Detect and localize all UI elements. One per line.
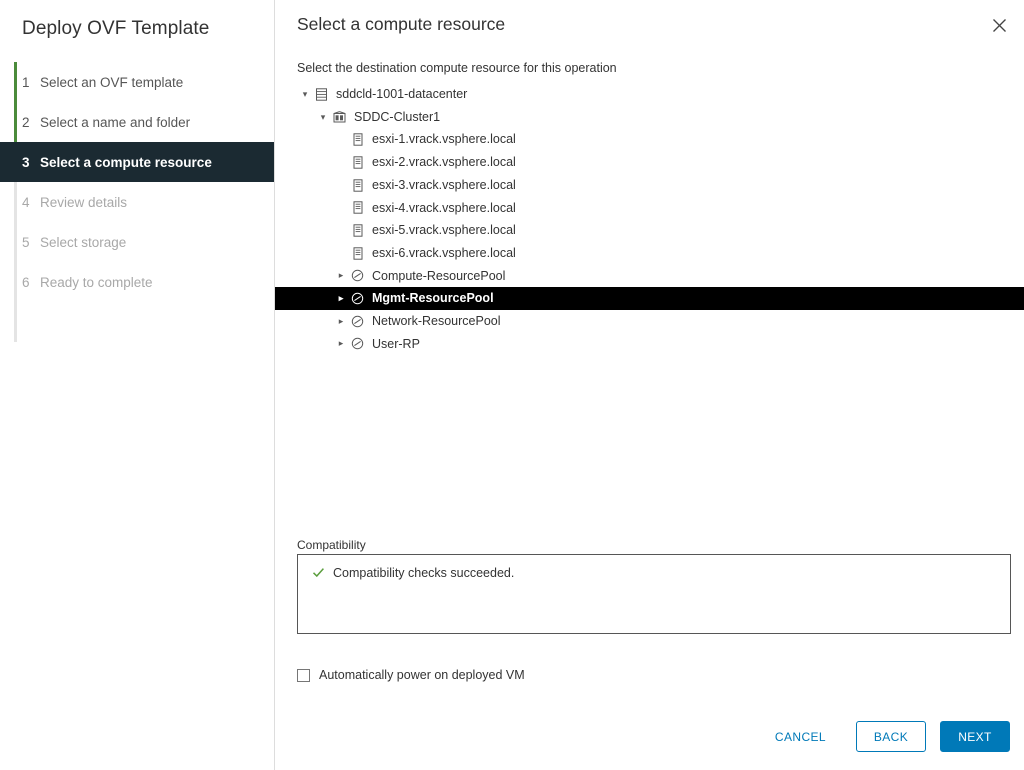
tree-item-label: esxi-6.vrack.vsphere.local (372, 245, 516, 260)
tree-item-network-resourcepool[interactable] (297, 310, 1010, 333)
resource-pool-icon (349, 292, 366, 305)
tree-item-label: esxi-4.vrack.vsphere.local (372, 200, 516, 215)
tree-item-label: sddcld-1001-datacenter (336, 87, 468, 102)
chevron-down-icon[interactable]: ▾ (302, 88, 308, 99)
compatibility-panel (297, 554, 1011, 634)
tree-item-label: Network-ResourcePool (372, 313, 501, 328)
wizard-step-4-number: 4 (22, 194, 30, 210)
tree-item-mgmt-resourcepool[interactable] (275, 287, 1024, 310)
resource-pool-icon (349, 269, 366, 282)
wizard-step-1-number: 1 (22, 74, 30, 90)
tree-item-datacenter[interactable] (297, 83, 1010, 106)
auto-power-on-row[interactable] (297, 668, 525, 682)
page-subtitle: Select the destination compute resource for this operation (297, 61, 617, 75)
chevron-right-icon[interactable]: ▸ (338, 338, 344, 349)
host-icon (349, 224, 366, 237)
host-icon (349, 201, 366, 214)
tree-item-user-rp[interactable] (297, 333, 1010, 356)
tree-item-host-esxi-3[interactable] (297, 174, 1010, 197)
wizard-step-5[interactable] (0, 222, 274, 262)
tree-item-cluster[interactable] (297, 106, 1010, 129)
compatibility-label: Compatibility (297, 538, 366, 552)
host-icon (349, 179, 366, 192)
wizard-step-3-label: Select a compute resource (40, 154, 212, 170)
wizard-step-2[interactable] (0, 102, 274, 142)
host-icon (349, 156, 366, 169)
next-button[interactable]: NEXT (940, 721, 1010, 752)
resource-pool-icon (349, 337, 366, 350)
wizard-title: Deploy OVF Template (22, 18, 210, 39)
cancel-button[interactable]: CANCEL (774, 729, 826, 744)
wizard-step-6-number: 6 (22, 274, 30, 290)
tree-item-host-esxi-6[interactable] (297, 242, 1010, 265)
check-icon (310, 566, 326, 579)
tree-item-host-esxi-1[interactable] (297, 128, 1010, 151)
tree-item-host-esxi-5[interactable] (297, 219, 1010, 242)
wizard-step-3[interactable] (0, 142, 274, 182)
tree-item-host-esxi-2[interactable] (297, 151, 1010, 174)
wizard-steps (0, 62, 274, 302)
wizard-step-4[interactable] (0, 182, 274, 222)
close-icon[interactable] (988, 14, 1010, 36)
resource-pool-icon (349, 315, 366, 328)
wizard-step-2-label: Select a name and folder (40, 114, 191, 130)
cluster-icon (331, 111, 348, 124)
auto-power-on-checkbox[interactable] (297, 669, 310, 682)
back-button[interactable]: BACK (856, 721, 926, 752)
tree-item-label: esxi-2.vrack.vsphere.local (372, 155, 516, 170)
host-icon (349, 133, 366, 146)
compatibility-message: Compatibility checks succeeded. (333, 566, 515, 580)
datacenter-icon (313, 88, 330, 101)
host-icon (349, 247, 366, 260)
wizard-step-6-label: Ready to complete (40, 274, 153, 290)
tree-item-label: Mgmt-ResourcePool (372, 291, 494, 306)
chevron-right-icon[interactable]: ▸ (338, 270, 344, 281)
page-title: Select a compute resource (297, 14, 506, 34)
tree-item-label: esxi-3.vrack.vsphere.local (372, 177, 516, 192)
tree-item-label: esxi-5.vrack.vsphere.local (372, 223, 516, 238)
wizard-content (275, 0, 1024, 770)
wizard-footer (759, 721, 1010, 752)
compute-resource-tree (275, 83, 1024, 355)
wizard-step-2-number: 2 (22, 114, 30, 130)
wizard-sidebar (0, 0, 275, 770)
tree-item-label: SDDC-Cluster1 (354, 109, 441, 124)
wizard-step-1[interactable] (0, 62, 274, 102)
tree-item-host-esxi-4[interactable] (297, 196, 1010, 219)
tree-item-label: Compute-ResourcePool (372, 268, 506, 283)
wizard-step-5-label: Select storage (40, 234, 127, 250)
wizard-step-4-label: Review details (40, 194, 128, 210)
auto-power-on-label: Automatically power on deployed VM (319, 668, 525, 682)
chevron-down-icon[interactable]: ▾ (320, 111, 326, 122)
chevron-right-icon[interactable]: ▸ (338, 315, 344, 326)
chevron-right-icon[interactable]: ▸ (338, 293, 344, 304)
wizard-step-3-number: 3 (22, 154, 30, 170)
wizard-step-1-label: Select an OVF template (40, 74, 184, 90)
tree-item-label: User-RP (372, 336, 420, 351)
tree-item-compute-resourcepool[interactable] (297, 265, 1010, 288)
tree-item-label: esxi-1.vrack.vsphere.local (372, 132, 516, 147)
wizard-step-6[interactable] (0, 262, 274, 302)
wizard-step-5-number: 5 (22, 234, 30, 250)
